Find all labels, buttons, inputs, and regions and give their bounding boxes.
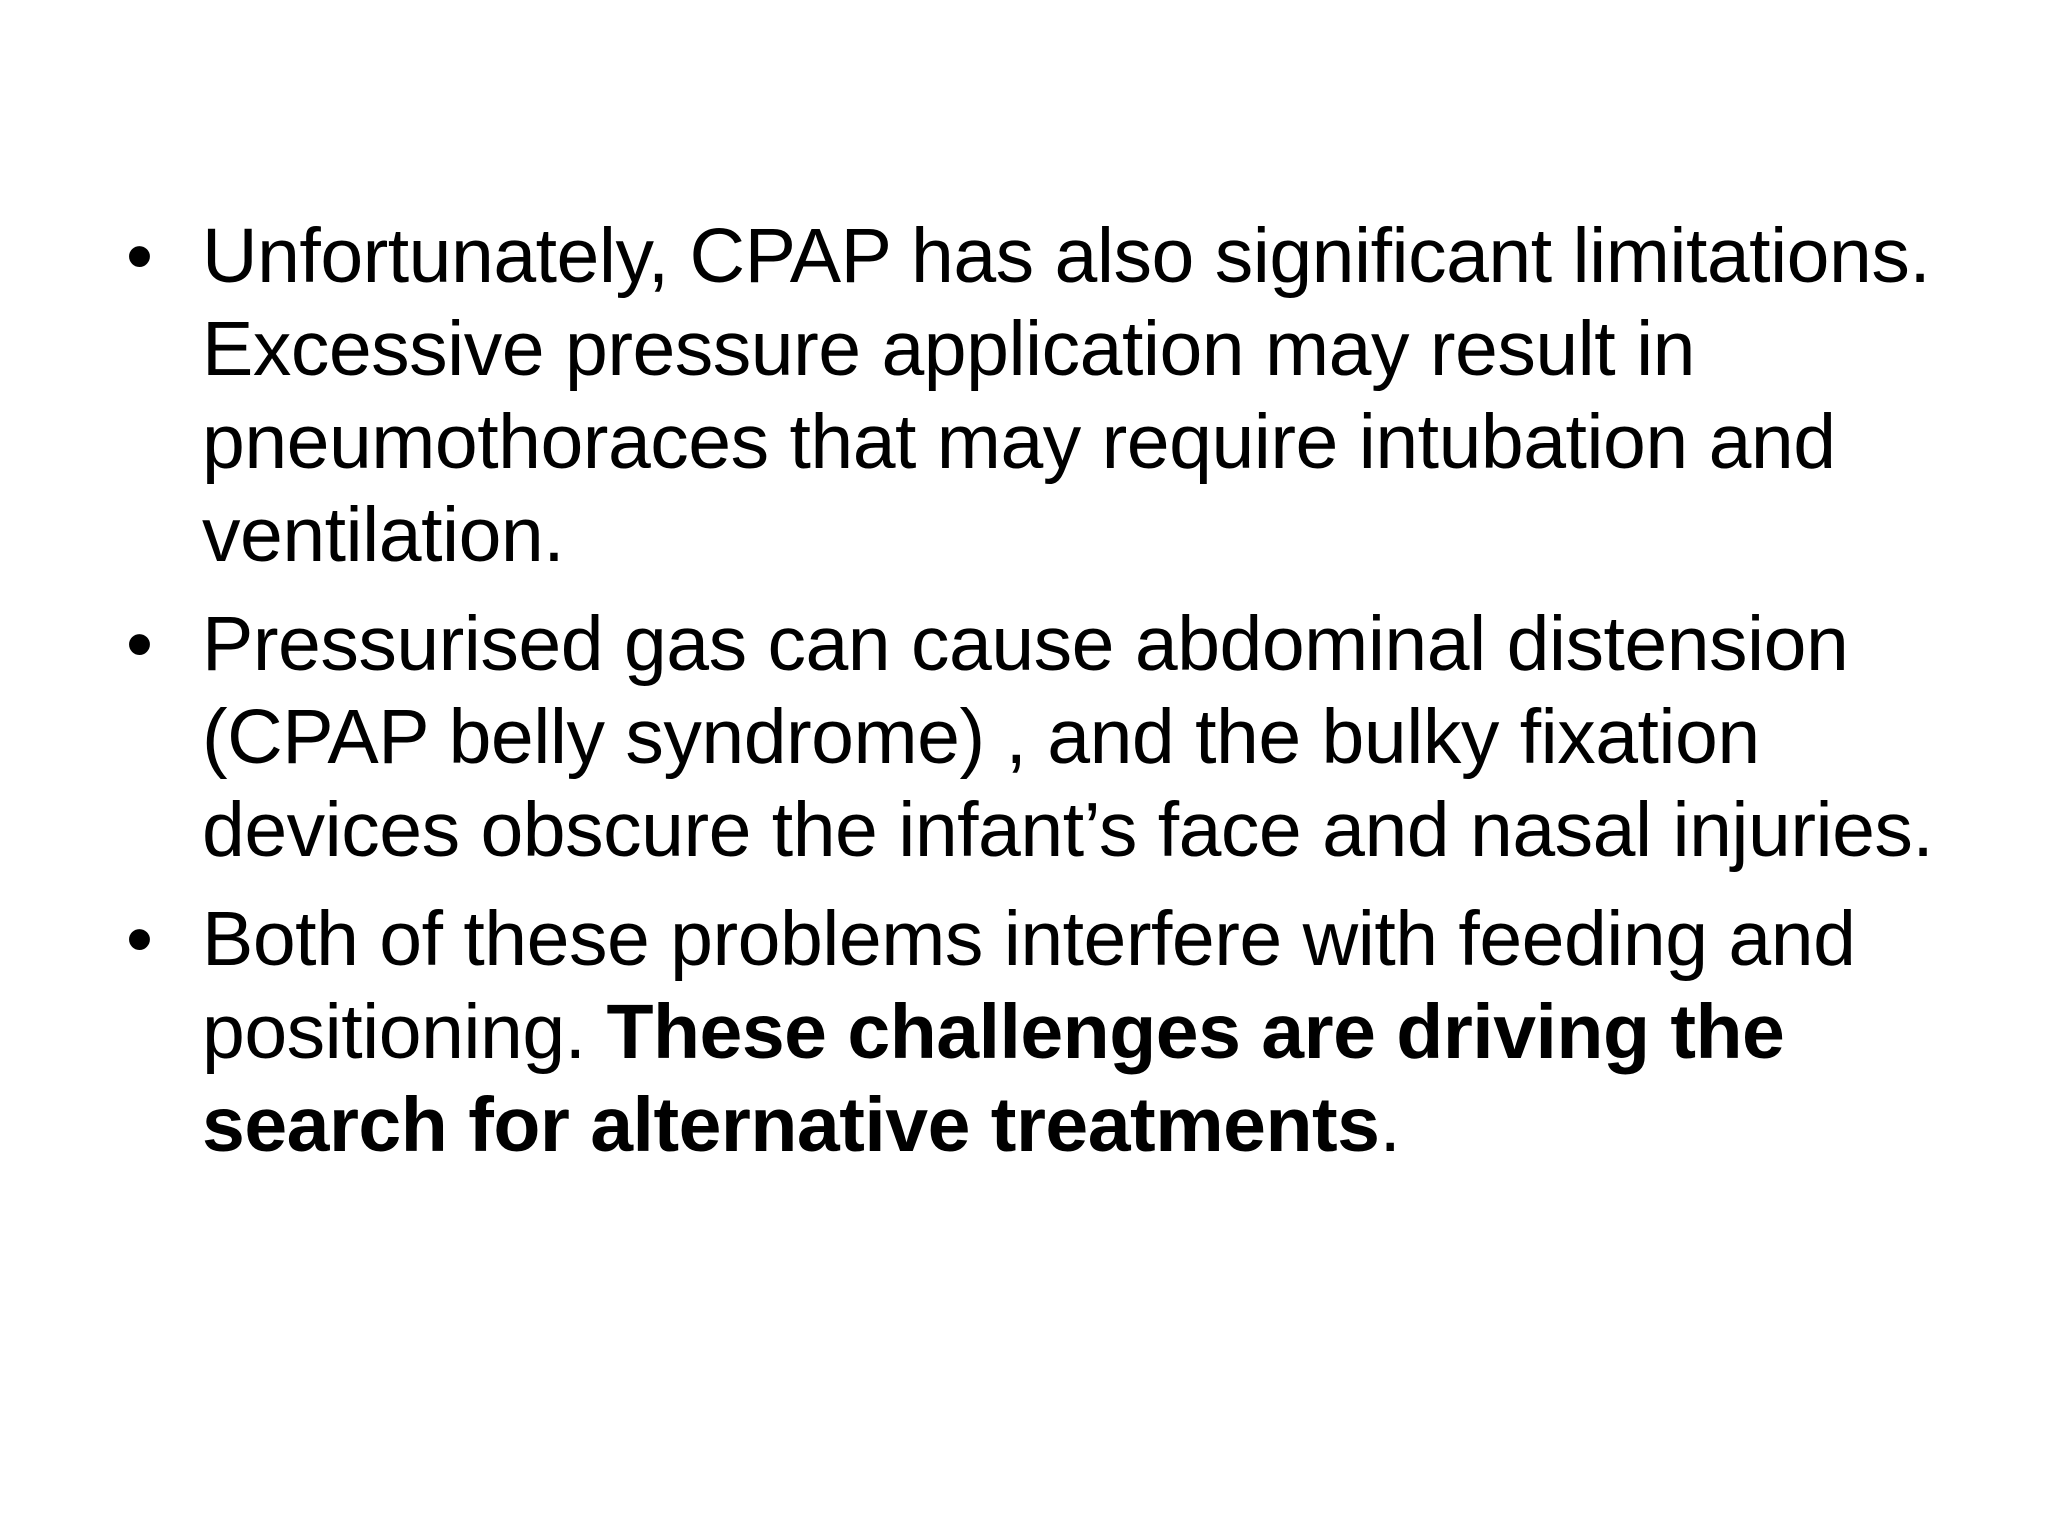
bullet-text: Unfortunately, CPAP has also significant limitations. Excessive pressure application may result in pneumothoraces that may require intubation and ventilation. (202, 213, 1931, 578)
bullet-dot-icon: • (126, 213, 153, 299)
bullet-item-pressurised-gas (120, 598, 1940, 877)
bullet-text: Pressurised gas can cause abdominal distension (CPAP belly syndrome) , and the bulky fixation devices obscure the infant’s face and nasal injuries. (202, 601, 1934, 873)
bullet-text: Both of these problems interfere with feeding and positioning. (202, 896, 1856, 1075)
bullet-list (120, 210, 1940, 1188)
bullet-text-bold: These challenges are driving the search for alternative treatments (202, 989, 1785, 1168)
bullet-item-feeding-positioning (120, 893, 1940, 1172)
bullet-item-cpap-limitations (120, 210, 1940, 582)
bullet-dot-icon: • (126, 601, 153, 687)
bullet-text-end: . (1379, 1082, 1401, 1168)
bullet-dot-icon: • (126, 896, 153, 982)
